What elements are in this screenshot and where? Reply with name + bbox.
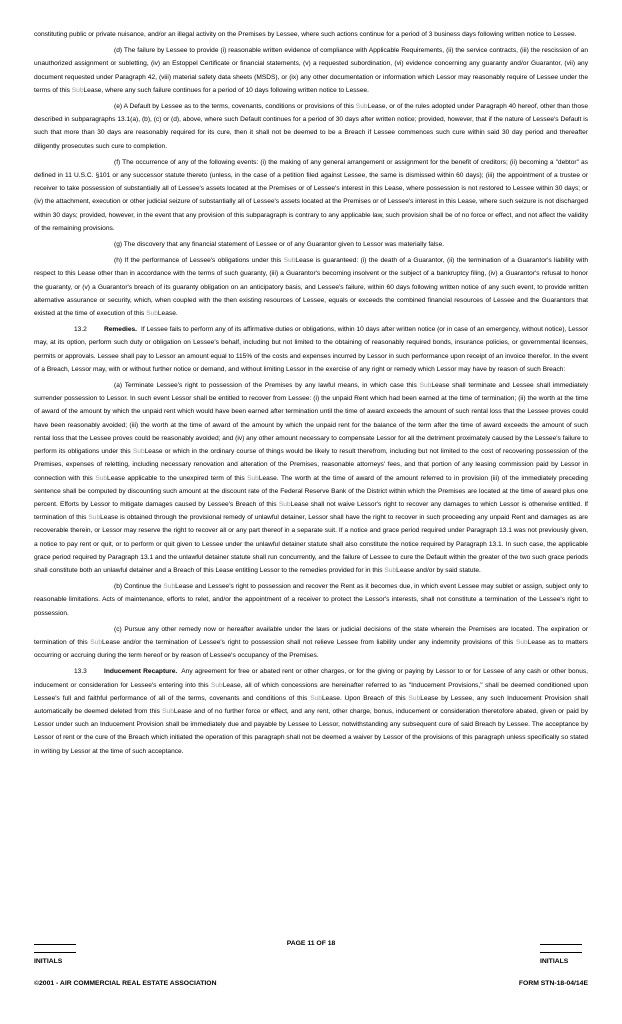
body-paragraph <box>34 100 588 153</box>
section-number: 13.2 <box>74 326 87 334</box>
initials-label-left: INITIALS <box>34 958 63 965</box>
initials-line-left-2 <box>34 952 76 953</box>
form-number: FORM STN-18-04/14E <box>518 980 588 987</box>
section-paragraph <box>34 665 588 757</box>
paragraph-text: (g) The discovery that any financial statement of Lessee or of any Guarantor given to Lessor was materially false. <box>114 241 445 249</box>
paragraph-text: (f) The occurrence of any of the following events: (i) the making of any general arrangement or assignment for the benefit of creditors; (ii) becoming a "debtor" as defined in 11 U.S.C. §101 or any successor statute thereto (unless, in the case of a petition filed against Lessee, the same is dismissed within 60 days); (iii) the appointment of a trustee or receiver to take possession of substantially all of Lessee's assets located at the Premises or of Lessee's interest in this Lease, where possession is not restored to Lessee within 30 days; or (iv) the attachment, execution or other judicial seizure of substantially all of Lessee's assets located at the Premises or of Lessee's interest in this Lease, where such seizure is not discharged within 30 days; provided, however, in the event that any provision of this subparagraph is contrary to any applicable law, such provision shall be of no force or effect, and not affect the validity of the remaining provisions. <box>34 158 588 232</box>
body-paragraph <box>34 28 588 41</box>
paragraph-text: Any agreement for free or abated rent or other charges, or for the giving or paying by Lessor to or for Lessee of any cash or other bonus, inducement or consideration for Lessee's entering into this SubLease, all of which concessions are hereinafter referred to as "Inducement Provisions," shall be deemed conditioned upon Lessee's full and faithful performance of all of the terms, covenants and conditions of this SubLease. Upon Breach of this SubLease by Lessee, any such Inducement Provision shall automatically be deemed deleted from this SubLease and of no further force or effect, and any rent, other charge, bonus, inducement or consideration theretofore abated, given or paid by Lessor under such an Inducement Provision shall be immediately due and payable by Lessee to Lessor, notwithstanding any subsequent cure of said Breach by Lessee. The acceptance by Lessor of rent or the cure of the Breach which initiated the operation of this paragraph shall not be deemed a waiver by Lessor of the provisions of this paragraph unless specifically so stated in writing by Lessor at the time of such acceptance. <box>34 668 589 755</box>
paragraph-text: (b) Continue the SubLease and Lessee's right to possession and recover the Rent as it becomes due, in which event Lessee may sublet or assign, subject only to reasonable limitations. Acts of maintenance, efforts to relet, and/or the appointment of a receiver to protect the Lessor's interests, shall not constitute a termination of the Lessee's right to possession. <box>34 583 588 617</box>
section-title: Inducement Recapture. <box>104 668 178 676</box>
body-paragraph <box>34 623 588 663</box>
initials-line-right-2 <box>540 952 582 953</box>
body-paragraph <box>34 379 588 577</box>
body-paragraph <box>34 238 588 251</box>
paragraph-text: constituting public or private nuisance, and/or an illegal activity on the Premises by Lessee, where such actions continue for a period of 3 business days following written notice to Lessee. <box>34 31 577 38</box>
paragraph-text: If Lessee fails to perform any of its affirmative duties or obligations, within 10 days after written notice (or in case of an emergency, without notice), Lessor may, at its option, perform such duty or obligation on Lessee's behalf, including but not limited to the obtaining of reasonably required bonds, insurance policies, or governmental licenses, permits or approvals. Lessee shall pay to Lessor an amount equal to 115% of the costs and expenses incurred by Lessor in such performance upon receipt of an invoice therefor. In the event of a Breach, Lessor may, with or without further notice or demand, and without limiting Lessor in the exercise of any right or remedy which Lessor may have by reason of such Breach: <box>34 326 588 373</box>
initials-line-left <box>34 944 76 945</box>
paragraph-text: (d) The failure by Lessee to provide (i) reasonable written evidence of compliance with Applicable Requirements, (ii) the service contracts, (iii) the rescission of an unauthorized assignment or subletting, (iv) an Estoppel Certificate or financial statements, (v) a requested subordination, (vi) evidence concerning any guaranty and/or Guarantor, (vii) any document requested under Paragraph 42, (viii) material safety data sheets (MSDS), or (ix) any other documentation or information which Lessor may reasonably require of Lessee under the terms of this SubLease, where any such failure continues for a period of 10 days following written notice to Lessee. <box>34 47 588 94</box>
initials-line-right <box>540 944 582 945</box>
document-body <box>34 28 588 761</box>
paragraph-text: (a) Terminate Lessee's right to possession of the Premises by any lawful means, in which case this SubLease shall terminate and Lessee shall immediately surrender possession to Lessor. In such event Lessor shall be entitled to recover from Lessee: (i) the unpaid Rent which had been earned at the time of termination; (ii) the worth at the time of award of the amount by which the unpaid rent which would have been earned after termination until the time of award exceeds the amount of such rental loss that the Lessee proves could have been reasonably avoided; (iii) the worth at the time of award of the amount by which the unpaid rent for the balance of the term after the time of award exceeds the amount of such rental loss that the Lessee proves could be reasonably avoided; and (iv) any other amount necessary to compensate Lessor for all the detriment proximately caused by the Lessee's failure to perform its obligations under this SubLease or which in the ordinary course of things would be likely to result therefrom, including but not limited to the cost of recovering possession of the Premises, expenses of reletting, including necessary renovation and alteration of the Premises, reasonable attorneys' fees, and that portion of any leasing commission paid by Lessor in connection with this SubLease applicable to the unexpired term of this SubLease. The worth at the time of award of the amount referred to in provision (iii) of the immediately preceding sentence shall be computed by discounting such amount at the discount rate of the Federal Reserve Bank of the District within which the Premises are located at the time of award plus one percent. Efforts by Lessor to mitigate damages caused by Lessee's Breach of this SubLease shall not waive Lessor's right to recover any damages to which Lessor is otherwise entitled. If termination of this SubLease is obtained through the provisional remedy of unlawful detainer, Lessor shall have the right to recover in such proceeding any unpaid Rent and damages as are recoverable therein, or Lessor may reserve the right to recover all or any part thereof in a separate suit. If a notice and grace period required under Paragraph 13.1 was not previously given, a notice to pay rent or quit, or to perform or quit given to Lessee under the unlawful detainer statute shall also constitute the notice required by Paragraph 13.1. In such case, the applicable grace period required by Paragraph 13.1 and the unlawful detainer statute shall run concurrently, and the failure of Lessee to cure the Default within the greater of the two such grace periods shall constitute both an unlawful detainer and a Breach of this Lease entitling Lessor to the remedies provided for in this SubLease and/or by said statute. <box>34 382 589 574</box>
section-paragraph <box>34 323 588 376</box>
paragraph-text: (c) Pursue any other remedy now or hereafter available under the laws or judicial decisions of the state wherein the Premises are located. The expiration or termination of this SubLease and/or the termination of Lessee's right to possession shall not relieve Lessee from liability under any indemnity provisions of this SubLease as to matters occurring or accruing during the term hereof or by reason of Lessee's occupancy of the Premises. <box>34 625 588 660</box>
copyright-notice: ©2001 - AIR COMMERCIAL REAL ESTATE ASSOCIATION <box>34 980 217 987</box>
section-number: 13.3 <box>74 668 87 676</box>
body-paragraph <box>34 156 588 235</box>
initials-label-right: INITIALS <box>540 958 569 965</box>
paragraph-text: (e) A Default by Lessee as to the terms, covenants, conditions or provisions of this SubLease, or of the rules adopted under Paragraph 40 hereof, other than those described in subparagraphs 13.1(a), (b), (c) or (d), above, where such Default continues for a period of 30 days after written notice; provided, however, that if the nature of Lessee's Default is such that more than 30 days are reasonably required for its cure, then it shall not be deemed to be a Breach if Lessee commences such cure within said 30 day period and thereafter diligently prosecutes such cure to completion. <box>34 103 588 150</box>
section-title: Remedies. <box>104 326 137 334</box>
body-paragraph <box>34 254 588 320</box>
paragraph-text: (h) If the performance of Lessee's obligations under this SubLease is guaranteed: (i) the death of a Guarantor, (ii) the termination of a Guarantor's liability with respect to this Lease other than in accordance with the terms of such guaranty, (iii) a Guarantor's becoming insolvent or the subject of a bankruptcy filing, (iv) a Guarantor's refusal to honor the guaranty, or (v) a Guarantor's breach of its guaranty obligation on an anticipatory basis, and Lessee's failure, within 60 days following written notice of any such event, to provide written alternative assurance or security, which, when coupled with the then existing resources of Lessee, equals or exceeds the combined financial resources of Lessee and the Guarantors that existed at the time of execution of this SubLease. <box>34 257 588 318</box>
body-paragraph <box>34 44 588 97</box>
page-number: PAGE 11 OF 18 <box>286 940 336 947</box>
body-paragraph <box>34 580 588 620</box>
